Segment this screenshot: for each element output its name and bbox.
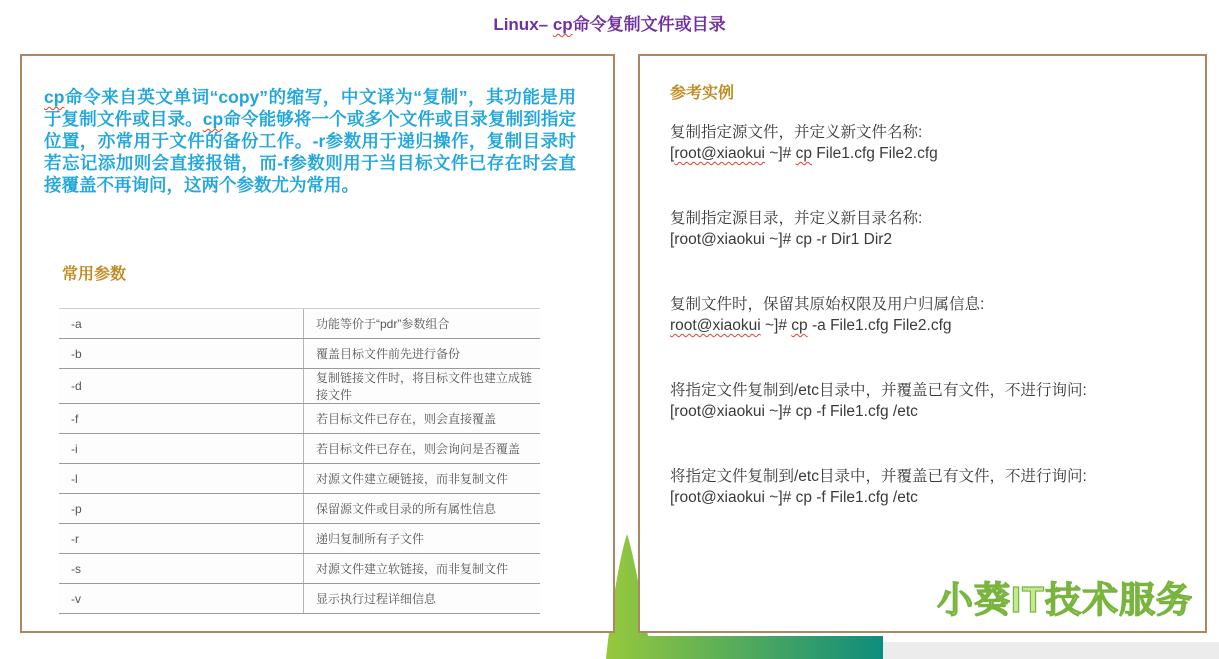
text-segment: 命令复制文件或目录	[572, 15, 726, 34]
param-flag: -s	[59, 554, 304, 584]
param-row	[59, 524, 540, 554]
left-panel	[20, 54, 615, 633]
text-segment: ~]#	[765, 145, 796, 162]
param-description: 若目标文件已存在，则会直接覆盖	[304, 404, 541, 434]
text-segment: 命令来自英文单词“copy”的缩写，中文译为“复制”，其功能是用于复制文件或目录。	[44, 87, 576, 129]
examples-list	[670, 122, 1195, 552]
param-description: 对源文件建立软链接，而非复制文件	[304, 554, 541, 584]
text-segment: -a File1.cfg File2.cfg	[807, 317, 952, 334]
example-block	[670, 122, 1195, 164]
param-flag: -b	[59, 339, 304, 369]
param-description: 对源文件建立硬链接，而非复制文件	[304, 464, 541, 494]
params-table	[59, 308, 540, 614]
param-flag: -a	[59, 309, 304, 339]
param-description: 显示执行过程详细信息	[304, 584, 541, 614]
spellcheck-flagged-text: cp	[795, 145, 812, 162]
param-flag: -d	[59, 369, 304, 404]
param-row	[59, 464, 540, 494]
text-segment: Linux–	[493, 15, 553, 34]
param-description: 复制链接文件时，将目标文件也建立成链接文件	[304, 369, 541, 404]
params-table-body	[59, 309, 540, 614]
param-flag: -i	[59, 434, 304, 464]
example-block	[670, 208, 1195, 250]
example-description: 将指定文件复制到/etc目录中，并覆盖已有文件，不进行询问:	[670, 382, 1087, 399]
params-heading: 常用参数	[62, 266, 127, 283]
brand-watermark: 小葵IT技术服务	[937, 579, 1193, 620]
example-command	[670, 487, 1195, 508]
param-description: 若目标文件已存在，则会询问是否覆盖	[304, 434, 541, 464]
example-block	[670, 380, 1195, 422]
example-description: 将指定文件复制到/etc目录中，并覆盖已有文件，不进行询问:	[670, 468, 1087, 485]
param-row	[59, 309, 540, 339]
param-flag: -v	[59, 584, 304, 614]
param-row	[59, 434, 540, 464]
param-description: 覆盖目标文件前先进行备份	[304, 339, 541, 369]
example-command	[670, 401, 1195, 422]
example-description: 复制指定源文件，并定义新文件名称:	[670, 124, 923, 141]
example-description: 复制文件时，保留其原始权限及用户归属信息:	[670, 296, 985, 313]
page-title	[0, 10, 1219, 35]
param-description: 功能等价于“pdr”参数组合	[304, 309, 541, 339]
spellcheck-flagged-text: cp	[44, 87, 65, 107]
param-flag: -p	[59, 494, 304, 524]
example-block	[670, 466, 1195, 508]
text-segment: [root@xiaokui ~]# cp -r Dir1 Dir2	[670, 231, 893, 248]
param-description: 保留源文件或目录的所有属性信息	[304, 494, 541, 524]
param-row	[59, 584, 540, 614]
example-command	[670, 143, 1195, 164]
text-segment: [root@xiaokui ~]# cp -f File1.cfg /etc	[670, 403, 918, 420]
spellcheck-flagged-text: cp	[202, 109, 224, 129]
example-description: 复制指定源目录，并定义新目录名称:	[670, 210, 923, 227]
example-command	[670, 229, 1195, 250]
example-command	[670, 315, 1195, 336]
cp-intro-paragraph	[44, 86, 576, 196]
text-segment: File1.cfg File2.cfg	[811, 145, 938, 162]
param-row	[59, 554, 540, 584]
param-row	[59, 494, 540, 524]
param-flag: -r	[59, 524, 304, 554]
example-block	[670, 294, 1195, 336]
text-segment: [root@xiaokui ~]# cp -f File1.cfg /etc	[670, 489, 918, 506]
text-segment: 命令能够将一个或多个文件或目录复制到指定位置，亦常用于文件的备份工作。-r参数用于递归操作，复制目录时若忘记添加则会直接报错，而-f参数则用于当目标文件已存在时会直接覆盖不再询问，这两个参数尤为常用。	[44, 109, 577, 195]
text-segment: [	[670, 145, 675, 162]
param-row	[59, 404, 540, 434]
param-description: 递归复制所有子文件	[304, 524, 541, 554]
spellcheck-flagged-text: cp	[552, 15, 573, 34]
param-row	[59, 369, 540, 404]
param-row	[59, 339, 540, 369]
param-flag: -f	[59, 404, 304, 434]
spellcheck-flagged-text: root@xiaokui	[670, 317, 761, 334]
text-segment: ~]#	[760, 317, 792, 334]
right-panel	[638, 54, 1207, 633]
examples-heading: 参考实例	[670, 85, 735, 102]
spellcheck-flagged-text: cp	[791, 317, 808, 334]
param-flag: -l	[59, 464, 304, 494]
spellcheck-flagged-text: root@xiaokui	[674, 145, 766, 162]
